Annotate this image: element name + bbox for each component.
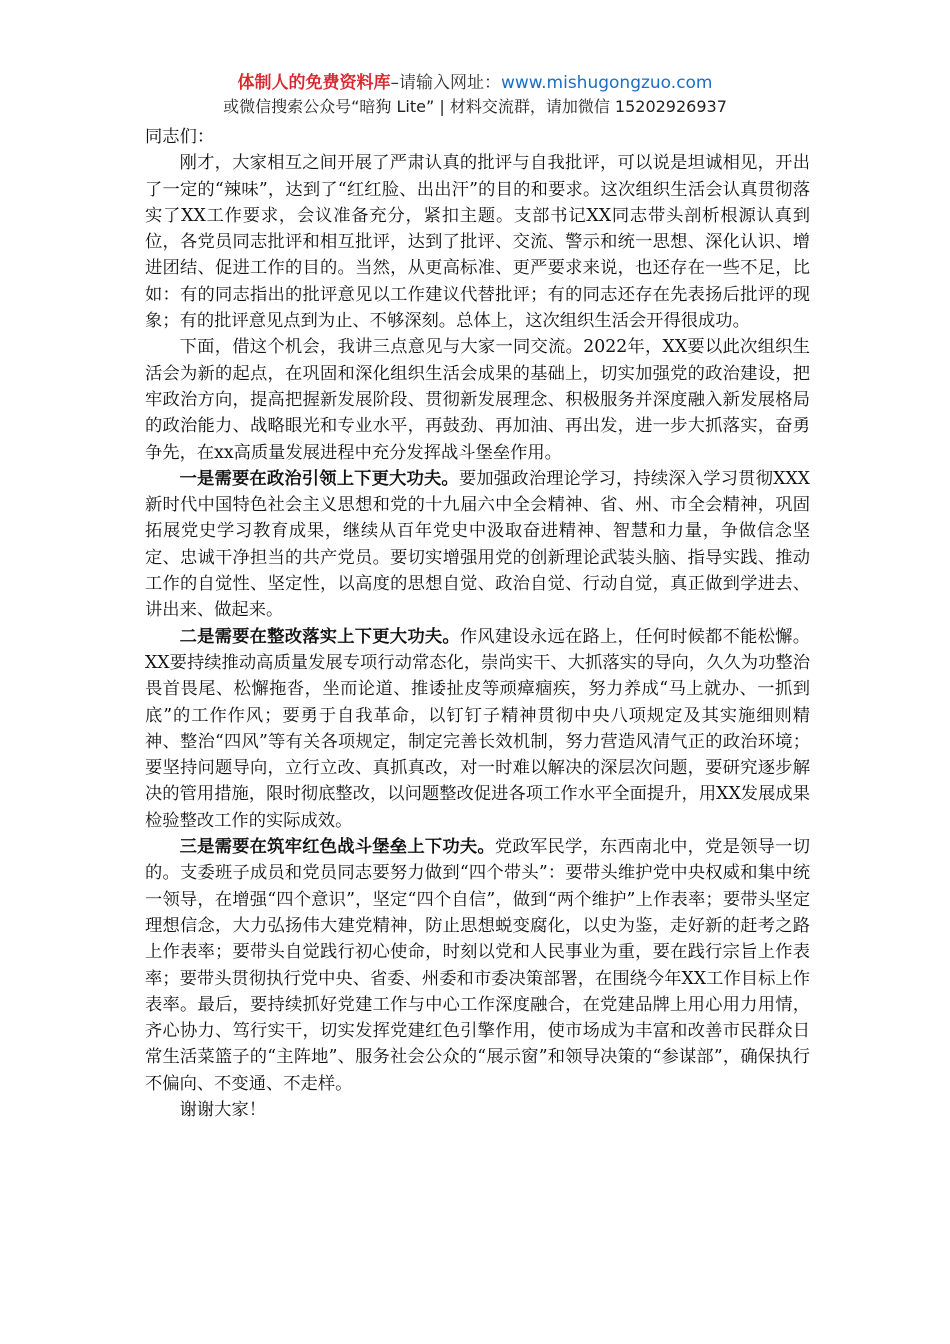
closing-line: 谢谢大家！	[179, 1099, 267, 1120]
point-3-heading: 三是需要在筑牢红色战斗堡垒上下功夫。	[179, 837, 495, 858]
paragraph-4	[145, 624, 810, 834]
salutation: 同志们：	[145, 127, 215, 147]
banner-prompt: –请输入网址：	[390, 73, 501, 93]
paragraph-3	[145, 466, 810, 624]
document-body	[145, 124, 810, 1123]
banner-brand: 体制人的免费资料库	[237, 73, 391, 93]
point-2-heading: 二是需要在整改落实上下更大功夫。	[179, 626, 460, 647]
banner-line-2: 或微信搜索公众号“暗狗 Lite” | 材料交流群，请加微信 15202926937	[223, 97, 727, 116]
banner-line-1	[0, 72, 950, 94]
point-3-text: 党政军民学，东西南北中，党是领导一切的。支委班子成员和党员同志要努力做到“四个带头”：要带头维护党中央权威和集中统一领导，在增强“四个意识”，坚定“四个自信”，做到“两个维护”上作表率；要带头坚定理想信念，大力弘扬伟大建党精神，防止思想蜕变腐化，以史为鉴，走好新的赶考之路上作表率；要带头自觉践行初心使命，时刻以党和人民事业为重，要在践行宗旨上作表率；要带头贯彻执行党中央、省委、州委和市委决策部署，在围绕今年XX工作目标上作表率。最后，要持续抓好党建工作与中心工作深度融合，在党建品牌上用心用力用情，齐心协力、笃行实干，切实发挥党建红色引擎作用，使市场成为丰富和改善市民群众日常生活菜篮子的“主阵地”、服务社会公众的“展示窗”和领导决策的“参谋部”，确保执行不偏向、不变通、不走样。	[145, 837, 810, 1094]
watermark-banner	[0, 72, 950, 118]
paragraph-2: 下面，借这个机会，我讲三点意见与大家一同交流。2022年，XX要以此次组织生活会为新的起点，在巩固和深化组织生活会成果的基础上，切实加强党的政治建设，把牢政治方向，提高把握新发展阶段、贯彻新发展理念、积极服务并深度融入新发展格局的政治能力、战略眼光和专业水平，再鼓劲、再加油、再出发，进一步大抓落实，奋勇争先，在xx高质量发展进程中充分发挥战斗堡垒作用。	[145, 337, 810, 463]
banner-url-link[interactable]: www.mishugongzuo.com	[500, 73, 713, 93]
paragraph-5	[145, 834, 810, 1097]
paragraph-1: 刚才，大家相互之间开展了严肃认真的批评与自我批评，可以说是坦诚相见，开出了一定的“辣味”，达到了“红红脸、出出汗”的目的和要求。这次组织生活会认真贯彻落实了XX工作要求，会议准备充分，紧扣主题。支部书记XX同志带头剖析根源认真到位，各党员同志批评和相互批评，达到了批评、交流、警示和统一思想、深化认识、增进团结、促进工作的目的。当然，从更高标准、更严要求来说，也还存在一些不足，比如：有的同志指出的批评意见以工作建议代替批评；有的同志还存在先表扬后批评的现象；有的批评意见点到为止、不够深刻。总体上，这次组织生活会开得很成功。	[145, 153, 810, 332]
point-2-text: 作风建设永远在路上，任何时候都不能松懈。XX要持续推动高质量发展专项行动常态化，崇尚实干、大抓落实的导向，久久为功整治畏首畏尾、松懈拖沓，坐而论道、推诿扯皮等顽瘴痼疾，努力养成“马上就办、一抓到底”的工作作风；要勇于自我革命，以钉钉子精神贯彻中央八项规定及其实施细则精神、整治“四风”等有关各项规定，制定完善长效机制，努力营造风清气正的政治环境；要坚持问题导向，立行立改、真抓真改，对一时难以解决的深层次问题，要研究逐步解决的管用措施，限时彻底整改，以问题整改促进各项工作水平全面提升，用XX发展成果检验整改工作的实际成效。	[145, 626, 810, 831]
point-1-text: 要加强政治理论学习，持续深入学习贯彻XXX新时代中国特色社会主义思想和党的十九届六中全会精神、省、州、市全会精神，巩固拓展党史学习教育成果，继续从百年党史中汲取奋进精神、智慧和力量，争做信念坚定、忠诚干净担当的共产党员。要切实增强用党的创新理论武装头脑、指导实践、推动工作的自觉性、坚定性，以高度的思想自觉、政治自觉、行动自觉，真正做到学进去、讲出来、做起来。	[145, 468, 810, 621]
point-1-heading: 一是需要在政治引领上下更大功夫。	[179, 468, 459, 489]
